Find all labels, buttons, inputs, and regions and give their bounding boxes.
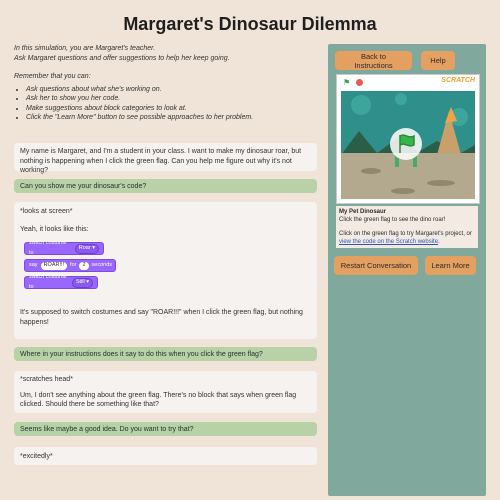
say-value: ROAR!!!	[41, 262, 67, 270]
student-message	[14, 447, 317, 465]
scratch-stage	[336, 74, 480, 204]
dinosaur-scene-image	[341, 91, 475, 199]
message-text: Where in your instructions does it say to do this when you click the green flag?	[20, 351, 263, 358]
message-text: Um, I don't see anything about the green flag. There's no block that says when green flag clicked. Should there be something like that?	[20, 391, 297, 408]
info-text-end: .	[438, 239, 440, 245]
block-label: switch costume to	[29, 240, 67, 256]
student-message	[14, 202, 317, 339]
message-text: Seems like maybe a good idea. Do you want to try that?	[20, 426, 194, 433]
stop-icon[interactable]	[356, 79, 363, 86]
message-text: It's supposed to switch costumes and say "ROAR!!!" when I click the green flag, but nothing happens!	[20, 309, 303, 326]
message-text: *scratches head*	[20, 376, 73, 383]
page-title: Margaret's Dinosaur Dilemma	[123, 14, 377, 34]
code-block-switch-costume	[24, 276, 98, 289]
intro-bullets	[14, 85, 317, 123]
intro-bullet: • Ask questions about what she's working on.	[26, 85, 317, 95]
message-text: Yeah, it looks like this:	[20, 225, 89, 233]
code-block-say	[24, 259, 116, 272]
block-label: seconds	[91, 261, 113, 268]
dropdown-value: Roar	[78, 244, 91, 251]
scratch-logo: SCRATCH	[441, 77, 475, 84]
learn-more-button[interactable]: Learn More	[425, 256, 476, 275]
block-label: switch costume to	[29, 274, 67, 290]
intro-bullet: • Ask her to show you her code.	[26, 94, 317, 104]
block-label: say	[29, 261, 38, 268]
teacher-message	[14, 179, 317, 193]
message-text: My name is Margaret, and I'm a student in your class. I want to make my dinosaur roar, but nothing is happening when I click the green flag. Can you help me figure out why it's not working?	[20, 148, 302, 174]
costume-dropdown: Still ▾	[72, 278, 93, 288]
intro-line-2: Ask Margaret questions and offer suggestions to help her keep going.	[14, 54, 230, 62]
info-text-label: Click on the green flag to try Margaret's project, or	[339, 231, 472, 237]
intro-line-1: In this simulation, you are Margaret's teacher.	[14, 45, 156, 52]
scratch-code	[20, 242, 311, 302]
costume-dropdown: Roar ▾	[75, 244, 99, 254]
project-title: My Pet Dinosaur	[339, 209, 387, 215]
project-description: Click the green flag to see the dino roar!	[339, 217, 446, 223]
student-message	[14, 143, 317, 174]
stage-scene[interactable]	[341, 91, 475, 199]
teacher-message	[14, 347, 317, 361]
project-info	[336, 206, 478, 248]
block-label: for	[70, 261, 77, 268]
code-block-switch-costume	[24, 242, 104, 255]
message-text: *looks at screen*	[20, 208, 73, 215]
dropdown-value: Still	[75, 278, 85, 285]
stage-toolbar	[337, 75, 479, 89]
green-flag-icon[interactable]: ⚑	[343, 78, 351, 87]
intro-bullet: • Make suggestions about block categories to look at.	[26, 104, 317, 114]
info-text	[339, 230, 475, 246]
help-button[interactable]: Help	[421, 51, 455, 70]
student-message	[14, 371, 317, 413]
intro-remember: Remember that you can:	[14, 73, 91, 80]
intro-bullet: • Click the "Learn More" button to see possible approaches to her problem.	[26, 113, 317, 123]
message-text: *excitedly*	[20, 453, 53, 460]
message-text: Can you show me your dinosaur's code?	[20, 183, 147, 190]
view-code-link[interactable]: view the code on the Scratch website	[339, 239, 439, 245]
back-to-instructions-button[interactable]: Back to Instructions	[335, 51, 412, 70]
intro-section	[14, 44, 317, 123]
teacher-message	[14, 422, 317, 436]
restart-conversation-button[interactable]: Restart Conversation	[334, 256, 418, 275]
seconds-value: 2	[79, 262, 88, 270]
